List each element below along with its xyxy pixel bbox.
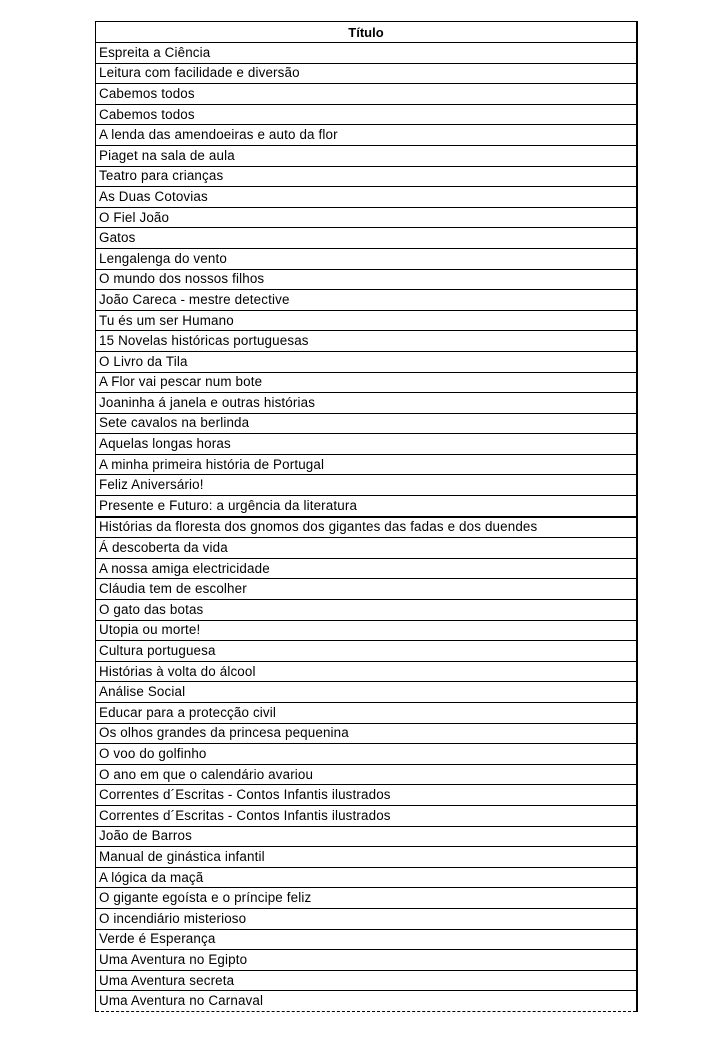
title-cell[interactable]: Verde é Esperança [96,929,638,950]
table-row [96,908,638,929]
table-row [96,248,638,269]
table-row [96,43,638,64]
table-body [96,43,638,1012]
title-cell[interactable]: Tu és um ser Humano [96,310,638,331]
table-row [96,620,638,641]
table-row [96,125,638,146]
title-cell[interactable]: A minha primeira história de Portugal [96,454,638,475]
table-row [96,331,638,352]
title-cell[interactable]: Utopia ou morte! [96,620,638,641]
table-row [96,682,638,703]
table-row [96,104,638,125]
table-row [96,84,638,105]
table-row [96,991,638,1012]
title-cell[interactable]: Sete cavalos na berlinda [96,413,638,434]
table-row [96,207,638,228]
table-row [96,661,638,682]
title-cell[interactable]: O voo do golfinho [96,744,638,765]
title-cell[interactable]: Uma Aventura no Carnaval [96,991,638,1012]
table-row [96,63,638,84]
title-cell[interactable]: Educar para a protecção civil [96,703,638,724]
table-row [96,950,638,971]
table-row [96,847,638,868]
title-cell[interactable]: Cabemos todos [96,84,638,105]
title-cell[interactable]: Espreita a Ciência [96,43,638,64]
table-row [96,372,638,393]
table-row [96,744,638,765]
title-cell[interactable]: João Careca - mestre detective [96,290,638,311]
title-cell[interactable]: O Livro da Tila [96,351,638,372]
table-row [96,558,638,579]
title-cell[interactable]: Manual de ginástica infantil [96,847,638,868]
title-cell[interactable]: Á descoberta da vida [96,538,638,559]
table-row [96,145,638,166]
title-cell[interactable]: Joaninha á janela e outras histórias [96,393,638,414]
table-row [96,434,638,455]
title-cell[interactable]: Lengalenga do vento [96,248,638,269]
title-cell[interactable]: Cláudia tem de escolher [96,579,638,600]
title-cell[interactable]: O gato das botas [96,600,638,621]
column-header-titulo[interactable]: Título [96,22,638,43]
title-cell[interactable]: Leitura com facilidade e diversão [96,63,638,84]
table-row [96,785,638,806]
table-row [96,517,638,538]
title-cell[interactable]: Uma Aventura no Egipto [96,950,638,971]
table-row [96,764,638,785]
table-row [96,579,638,600]
title-cell[interactable]: O ano em que o calendário avariou [96,764,638,785]
table-row [96,393,638,414]
title-cell[interactable]: Correntes d´Escritas - Contos Infantis ilustrados [96,805,638,826]
title-cell[interactable]: João de Barros [96,826,638,847]
table-row [96,269,638,290]
title-cell[interactable]: Aquelas longas horas [96,434,638,455]
table-row [96,475,638,496]
table-row [96,351,638,372]
table-row [96,187,638,208]
title-cell[interactable]: 15 Novelas históricas portuguesas [96,331,638,352]
table-row [96,166,638,187]
table-row [96,538,638,559]
title-cell[interactable]: Histórias da floresta dos gnomos dos gigantes das fadas e dos duendes [96,517,638,538]
title-cell[interactable]: O gigante egoísta e o príncipe feliz [96,888,638,909]
table-row [96,929,638,950]
title-cell[interactable]: A nossa amiga electricidade [96,558,638,579]
spreadsheet-table-container [95,21,638,1012]
title-cell[interactable]: O incendiário misterioso [96,908,638,929]
title-cell[interactable]: A Flor vai pescar num bote [96,372,638,393]
title-cell[interactable]: Feliz Aniversário! [96,475,638,496]
table-row [96,413,638,434]
table-row [96,888,638,909]
title-cell[interactable]: Uma Aventura secreta [96,970,638,991]
title-cell[interactable]: A lógica da maçã [96,867,638,888]
titles-table [95,21,638,1012]
title-cell[interactable]: Os olhos grandes da princesa pequenina [96,723,638,744]
table-row [96,867,638,888]
title-cell[interactable]: Piaget na sala de aula [96,145,638,166]
table-row [96,703,638,724]
header-row [96,22,638,43]
title-cell[interactable]: Presente e Futuro: a urgência da literatura [96,496,638,517]
title-cell[interactable]: As Duas Cotovias [96,187,638,208]
table-row [96,970,638,991]
table-row [96,641,638,662]
table-row [96,228,638,249]
title-cell[interactable]: O mundo dos nossos filhos [96,269,638,290]
table-row [96,723,638,744]
title-cell[interactable]: Cabemos todos [96,104,638,125]
title-cell[interactable]: O Fiel João [96,207,638,228]
table-row [96,600,638,621]
title-cell[interactable]: Análise Social [96,682,638,703]
title-cell[interactable]: Histórias à volta do álcool [96,661,638,682]
table-row [96,290,638,311]
table-row [96,454,638,475]
table-row [96,496,638,517]
title-cell[interactable]: Cultura portuguesa [96,641,638,662]
title-cell[interactable]: Teatro para crianças [96,166,638,187]
title-cell[interactable]: Gatos [96,228,638,249]
title-cell[interactable]: Correntes d´Escritas - Contos Infantis ilustrados [96,785,638,806]
title-cell[interactable]: A lenda das amendoeiras e auto da flor [96,125,638,146]
table-row [96,805,638,826]
table-row [96,826,638,847]
table-row [96,310,638,331]
